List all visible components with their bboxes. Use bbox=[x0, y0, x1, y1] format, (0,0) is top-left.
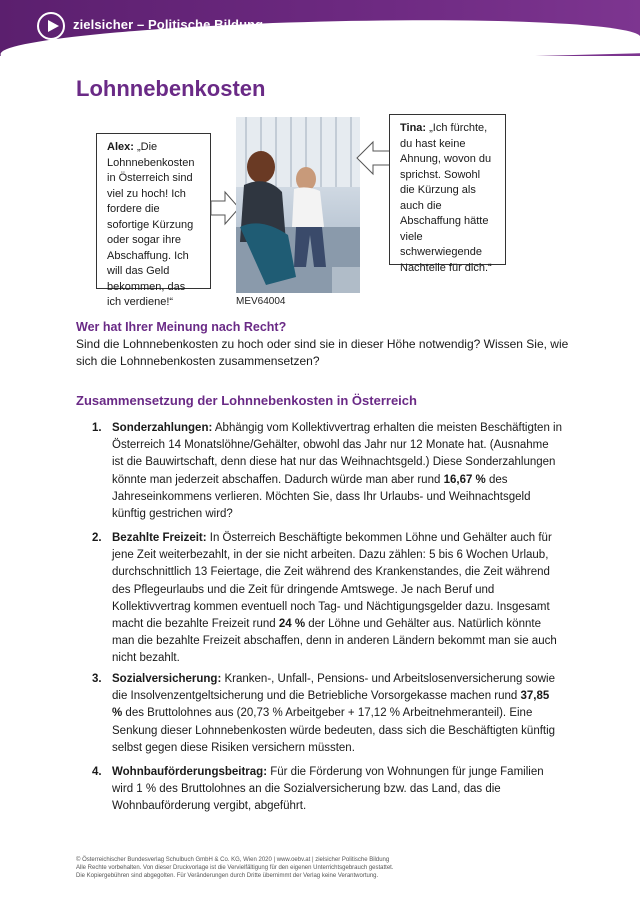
list-item bbox=[92, 671, 562, 757]
speaker-name: Alex: bbox=[107, 141, 134, 153]
question-heading: Wer hat Ihrer Meinung nach Recht? bbox=[76, 320, 287, 334]
question-text: Sind die Lohnnebenkosten zu hoch oder sind sie in dieser Höhe notwendig? Wissen Sie, wie sich die Lohnnebenkosten zusammensetzen? bbox=[76, 337, 569, 368]
item-text: Für die Förderung von Wohnungen für junge Familien wird 1 % des Bruttolohnes an die Sozialversicherung bzw. das Land, das die Wohnbauförderung vergibt, abgeführt. bbox=[112, 766, 544, 813]
item-text: des Jahreseinkommens verlieren. Möchten Sie, dass Ihr Urlaubs- und Weihnachtsgeld künftig gestrichen wird? bbox=[112, 473, 531, 521]
item-title: Sonderzahlungen: bbox=[112, 422, 213, 434]
list-item bbox=[92, 530, 562, 668]
item-text: Abhängig vom Kollektivvertrag erhalten die meisten Beschäftigten in Österreich 14 Monatslöhne/Gehälter, obwohl das Jahr nur 12 Monate hat. (Ausnahme ist die Bauwirtschaft, denn diese hat nur das Weihnachtsgeld.) Diese Sonderzahlungen könnte man jederzeit abschaffen. Dadurch würde man aber rund bbox=[112, 422, 562, 486]
list-item bbox=[92, 764, 562, 816]
item-highlight: 16,67 % bbox=[443, 473, 486, 486]
item-number: 1. bbox=[92, 422, 102, 434]
item-text: Kranken-, Unfall-, Pensions- und Arbeitslosenversicherung sowie die Insolvenzentgeltsicherung und die Betriebliche Vorsorgekasse machen rund bbox=[112, 673, 555, 703]
speech-box-alex bbox=[96, 133, 211, 308]
item-highlight: 37,85 % bbox=[112, 690, 550, 720]
footer-copyright bbox=[76, 856, 576, 880]
item-highlight: 24 % bbox=[278, 618, 306, 631]
footer-line: Die Kopiergebühren sind abgegolten. Für Veränderungen durch Dritte übernimmt der Verlag keine Verantwortung. bbox=[76, 873, 379, 879]
header-banner bbox=[0, 0, 640, 56]
photo-caption: MEV64004 bbox=[236, 296, 286, 307]
page-title: Lohnnebenkosten bbox=[76, 76, 266, 101]
speaker-name: Tina: bbox=[400, 122, 427, 134]
item-title: Wohnbauförderungsbeitrag: bbox=[112, 766, 268, 778]
list-item bbox=[92, 420, 562, 523]
footer-line: Alle Rechte vorbehalten. Von dieser Druckvorlage ist die Vervielfältigung für den eigenen Unterrichtsgebrauch gestattet. bbox=[76, 865, 394, 871]
speech-text: „Ich fürchte, du hast keine Ahnung, wovon du sprichst. Sowohl die Kürzung als auch die Abschaffung hätte viele schwerwiegende Nachteile für dich.“ bbox=[400, 122, 492, 274]
office-photo bbox=[236, 117, 360, 293]
item-number: 4. bbox=[92, 766, 102, 778]
item-number: 3. bbox=[92, 673, 102, 685]
footer-line: © Österreichischer Bundesverlag Schulbuch GmbH & Co. KG, Wien 2020 | www.oebv.at | zielsicher Politische Bildung bbox=[76, 857, 390, 863]
section-heading: Zusammensetzung der Lohnnebenkosten in Österreich bbox=[76, 393, 417, 408]
item-text: der Löhne und Gehälter aus. Natürlich könnte man die bezahlte Freizeit abschaffen, denn in anderen Ländern bekommt man sie auch nicht bezahlt. bbox=[112, 618, 557, 665]
item-title: Sozialversicherung: bbox=[112, 673, 222, 685]
item-title: Bezahlte Freizeit: bbox=[112, 532, 207, 544]
arrow-left-icon bbox=[355, 140, 391, 176]
item-text: In Österreich Beschäftigte bekommen Löhne und Gehälter auch für jene Zeit weiterbezahlt, in der sie nicht arbeiten. Dazu zählen: 5 bis 6 Wochen Urlaub, durchschnittlich 13 Feiertage, die Zeit während des Krankenstandes, die Zeit während des Pflegeurlaubs und die Zeit für dringende Amtswege. Je nach Beruf und Kollektivvertrag kommen eventuell noch Tag- und Nächtigungsgelder dazu. Insgesamt macht die bezahlte Freizeit rund bbox=[112, 532, 552, 631]
play-icon bbox=[37, 12, 65, 40]
item-number: 2. bbox=[92, 532, 102, 544]
item-text: des Bruttolohnes aus (20,73 % Arbeitgeber + 17,12 % Arbeitnehmeranteil). Eine Senkung dieser Lohnnebenkosten würde bedeuten, dass sich die Beschäftigten künftig selbst gegen diese Risiken versichern müssten. bbox=[112, 707, 556, 754]
brand-name: zielsicher – Politische Bildung bbox=[73, 17, 264, 32]
speech-text: „Die Lohnnebenkosten in Österreich sind viel zu hoch! Ich fordere die sofortige Kürzung oder sogar ihre Abschaffung. Ich will das Geld bekommen, das ich verdiene!“ bbox=[107, 141, 195, 308]
speech-box-tina bbox=[389, 114, 506, 274]
